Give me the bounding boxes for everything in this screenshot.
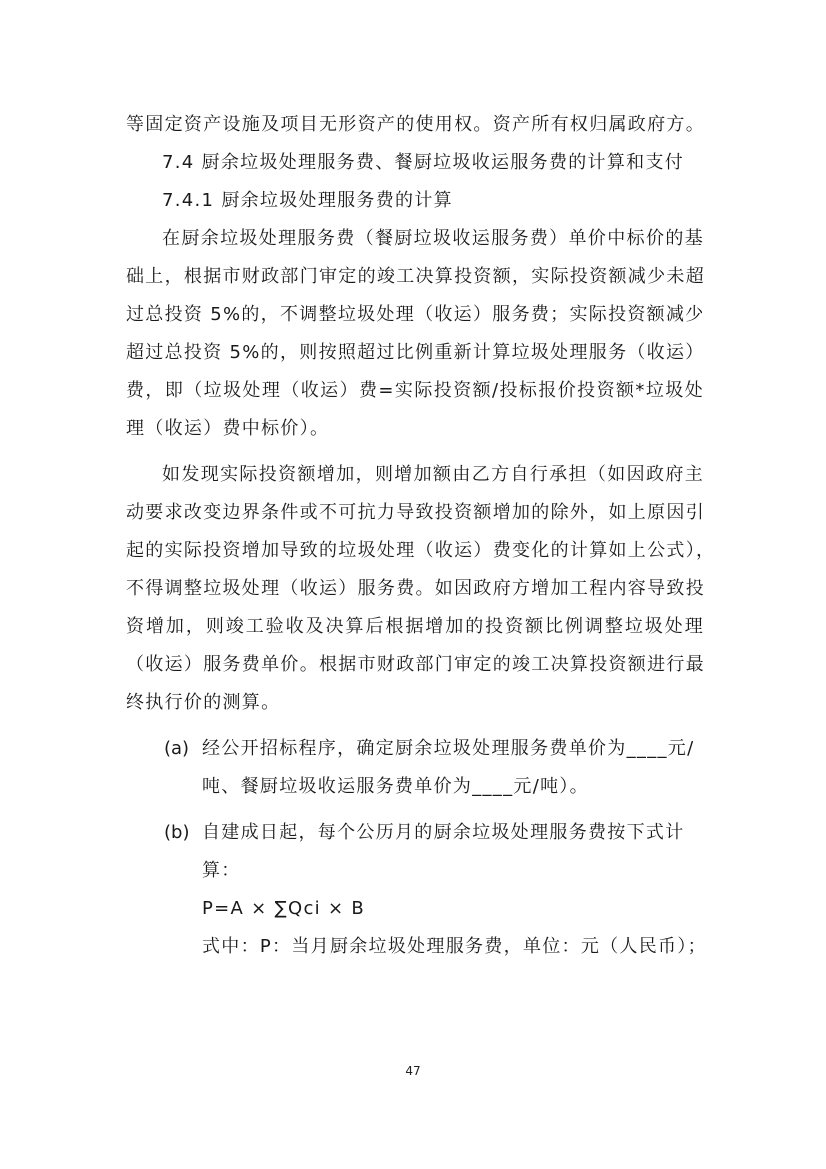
text-line: 起的实际投资增加导致的垃圾处理（收运）费变化的计算如上公式）， xyxy=(126,540,716,561)
document-page xyxy=(126,106,716,966)
text-line: 式中：P：当月厨余垃圾处理服务费，单位：元（人民币）； xyxy=(202,936,707,957)
text-line: 等固定资产设施及项目无形资产的使用权。资产所有权归属政府方。 xyxy=(126,114,705,135)
text-line: 不得调整垃圾处理（收运）服务费。如因政府方增加工程内容导致投 xyxy=(126,578,705,599)
list-label-b: (b) xyxy=(164,822,190,843)
text-line: 础上，根据市财政部门审定的竣工决算投资额，实际投资额减少未超 xyxy=(126,266,705,287)
text-line: 资增加，则竣工验收及决算后根据增加的投资额比例调整垃圾处理 xyxy=(126,616,704,637)
section-heading-7-4-1: 7.4.1 厨余垃圾处理服务费的计算 xyxy=(162,190,453,211)
list-item-a xyxy=(126,730,704,806)
text-line: 吨、餐厨垃圾收运服务费单价为____元/吨）。 xyxy=(202,776,589,797)
text-line: 终执行价的测算。 xyxy=(126,692,281,713)
text-line: 在厨余垃圾处理服务费（餐厨垃圾收运服务费）单价中标价的基 xyxy=(162,228,704,249)
text-line: 算： xyxy=(202,860,241,881)
text-line: 如发现实际投资额增加，则增加额由乙方自行承担（如因政府主 xyxy=(162,464,704,485)
list-item-b xyxy=(126,814,707,966)
text-line: 超过总投资 5%的，则按照超过比例重新计算垃圾处理服务（收运） xyxy=(126,342,705,363)
formula: P=A × ∑Qci × B xyxy=(202,898,366,919)
text-line: 自建成日起，每个公历月的厨余垃圾处理服务费按下式计 xyxy=(202,822,685,843)
text-line: 经公开招标程序，确定厨余垃圾处理服务费单价为____元/ xyxy=(202,738,695,759)
page-number: 47 xyxy=(405,1064,421,1078)
section-heading-7-4: 7.4 厨余垃圾处理服务费、餐厨垃圾收运服务费的计算和支付 xyxy=(162,152,685,173)
text-line: 费，即（垃圾处理（收运）费=实际投资额/投标报价投资额*垃圾处 xyxy=(126,380,704,401)
list-label-a: (a) xyxy=(164,738,190,759)
text-line: 理（收运）费中标价）。 xyxy=(126,418,330,439)
paragraph-2 xyxy=(126,456,716,722)
paragraph-1 xyxy=(126,220,704,448)
text-line: （收运）服务费单价。根据市财政部门审定的竣工决算投资额进行最 xyxy=(126,654,705,675)
text-line: 过总投资 5%的，不调整垃圾处理（收运）服务费；实际投资额减少 xyxy=(126,304,705,325)
text-line: 动要求改变边界条件或不可抗力导致投资额增加的除外，如上原因引 xyxy=(126,502,705,523)
